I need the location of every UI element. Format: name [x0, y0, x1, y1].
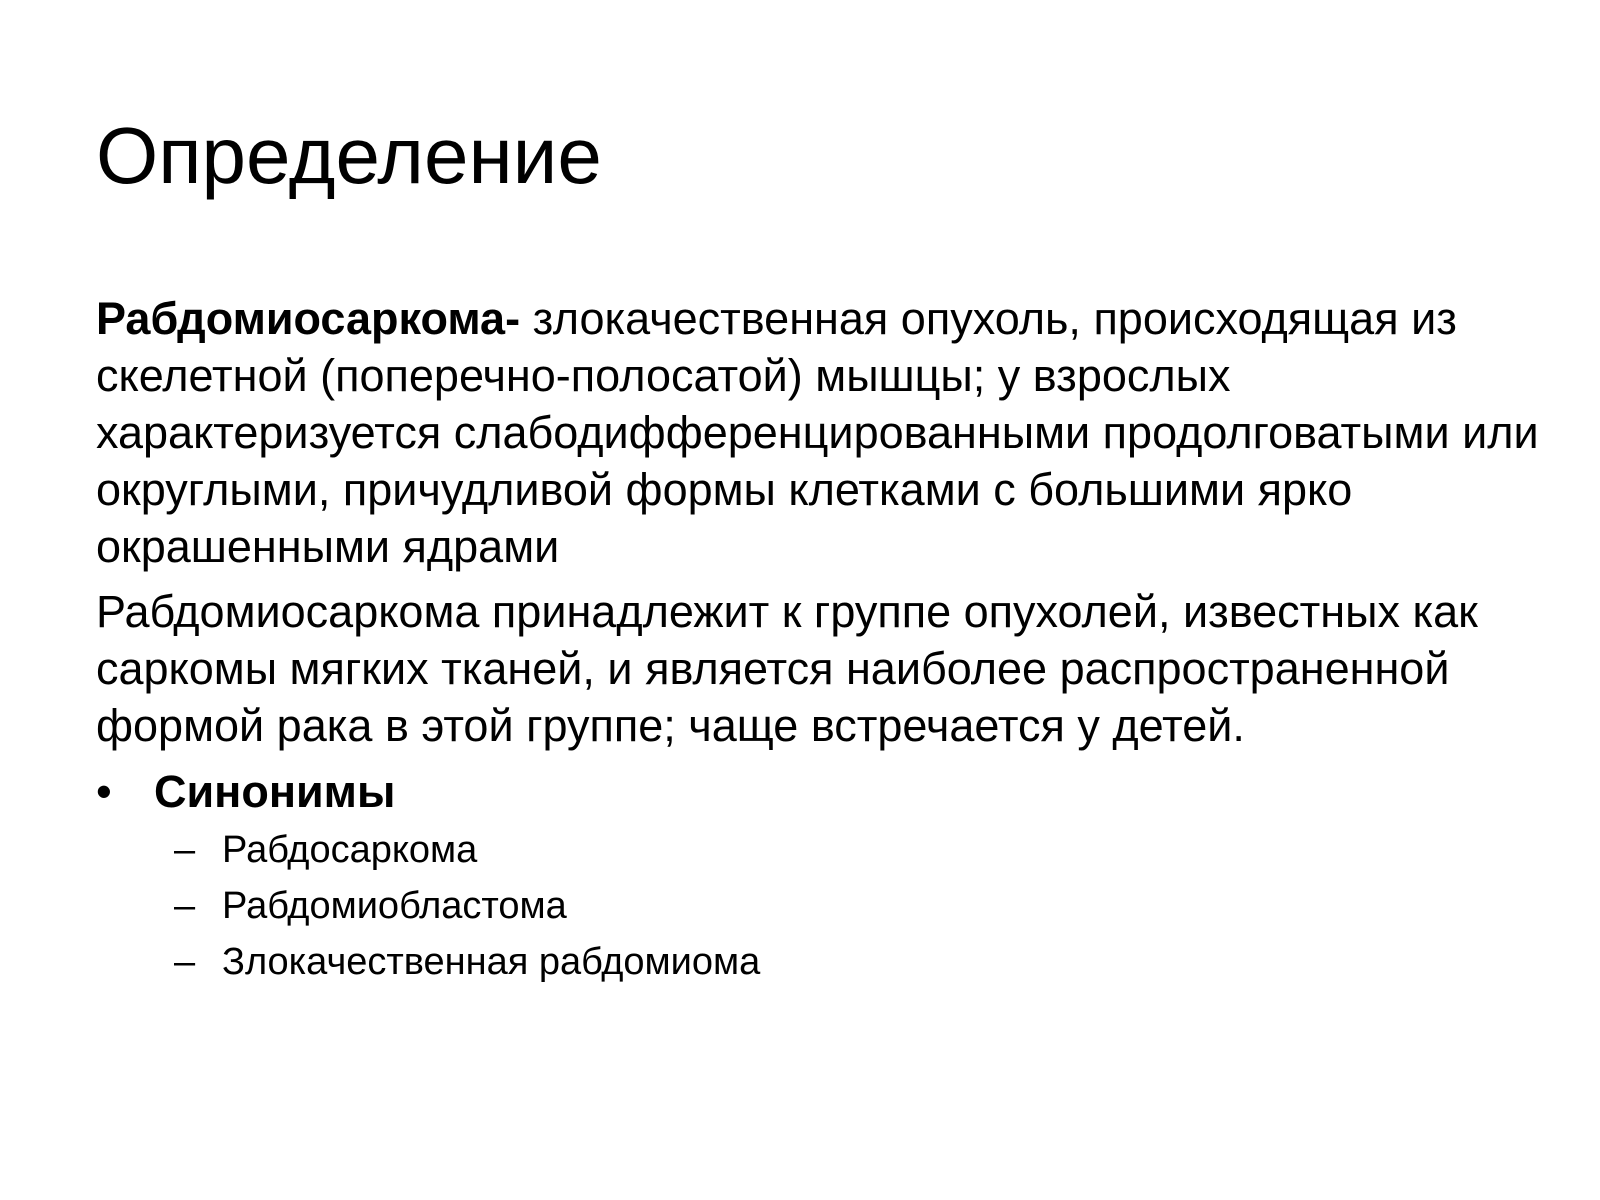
group-paragraph: Рабдомиосаркома принадлежит к группе опухолей, известных как саркомы мягких тканей, и является наиболее распространенной формой рака в этой группе; чаще встречается у детей.: [96, 586, 1478, 751]
synonyms-heading: Синонимы: [154, 766, 396, 817]
bullet-icon: •: [96, 766, 112, 817]
dash-icon: –: [174, 829, 196, 871]
dash-icon: –: [174, 885, 196, 927]
dash-icon: –: [174, 941, 196, 983]
synonym-label: Рабдосаркома: [222, 829, 478, 871]
list-item: [96, 822, 1546, 878]
list-item: [96, 934, 1546, 990]
synonyms-bullet: [96, 762, 1546, 822]
synonyms-list: [96, 822, 1546, 990]
definition-term: Рабдомиосаркома-: [96, 293, 521, 344]
definition-text: злокачественная опухоль, происходящая из скелетной (поперечно-полосатой) мышцы; у взрослых характеризуется слабодифференцированными продолговатыми или округлыми, причудливой формы клетками с большими ярко окрашенными ядрами: [96, 293, 1539, 572]
slide-title: Определение: [96, 111, 602, 200]
synonym-label: Рабдомиобластома: [222, 885, 567, 927]
definition-paragraph: [96, 290, 1546, 575]
slide-body: [96, 290, 1546, 990]
synonym-label: Злокачественная рабдомиома: [222, 941, 761, 983]
list-item: [96, 878, 1546, 934]
